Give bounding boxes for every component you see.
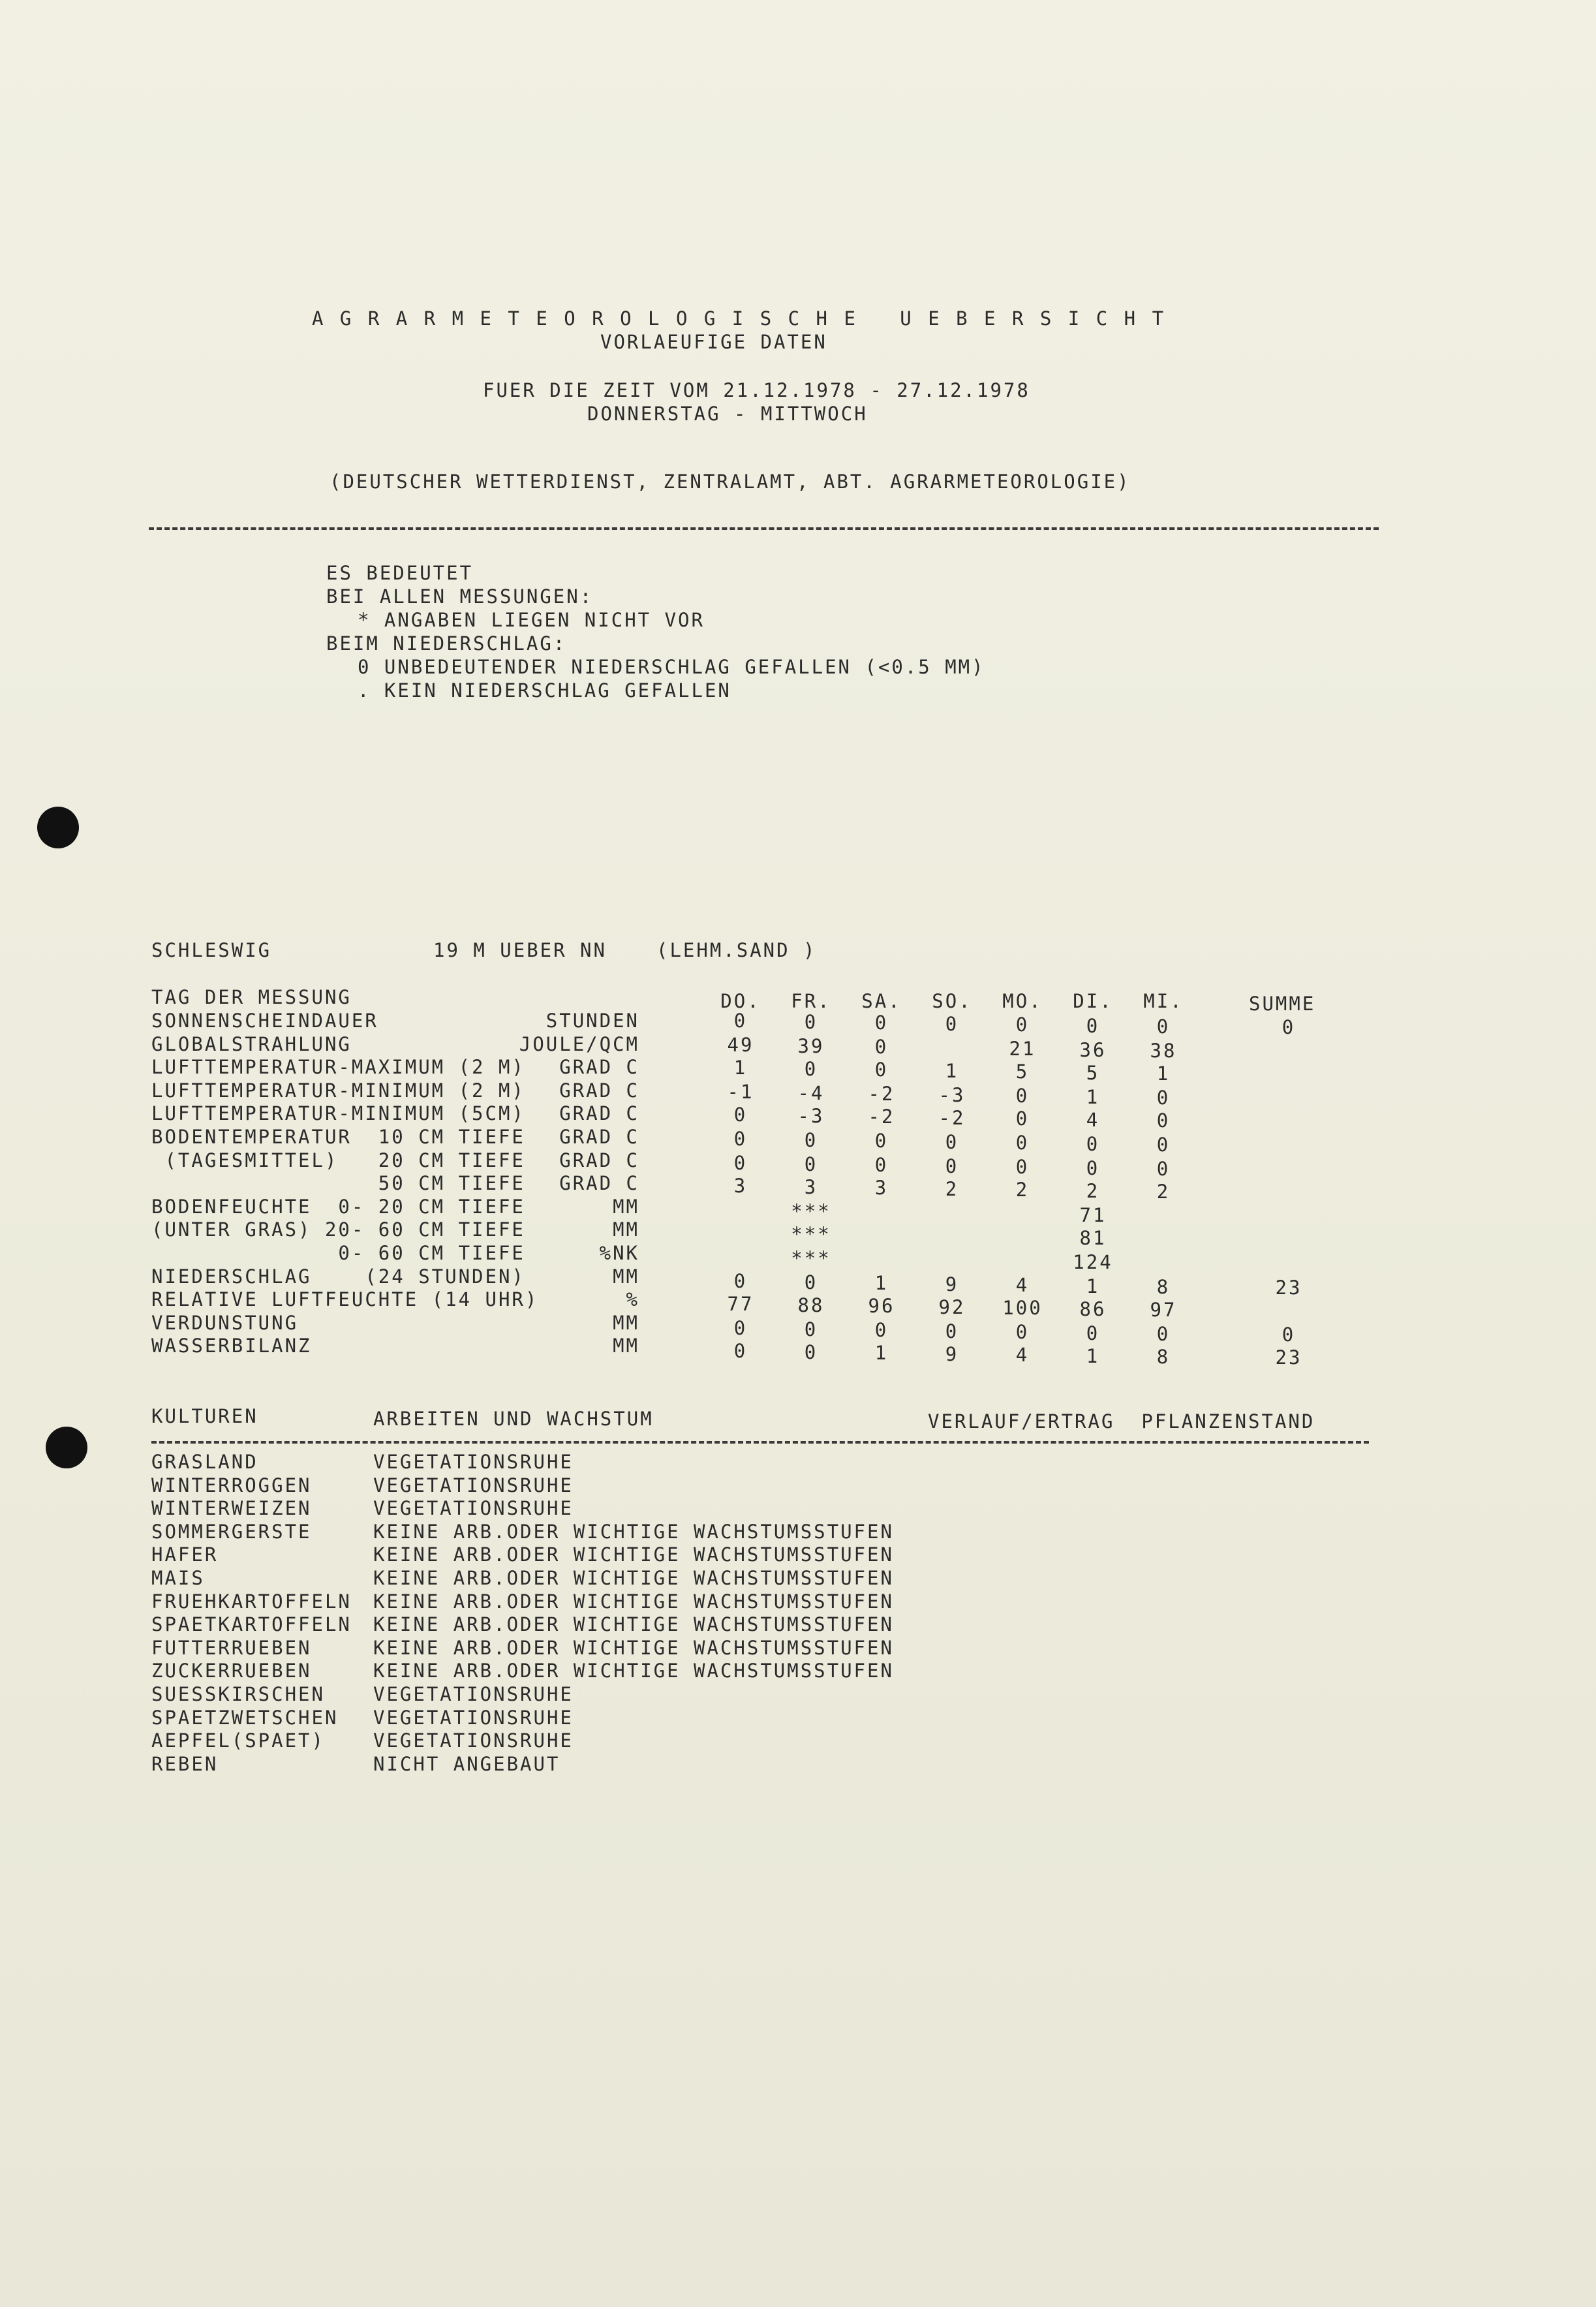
legend-line-4: BEIM NIEDERSCHLAG: [326,632,567,655]
table-cell: 71 [1079,1203,1107,1226]
table-cell: 5 [1086,1061,1100,1084]
table-cell: *** [791,1200,831,1222]
table-cell: 0 [1015,1014,1030,1036]
table-cell: -2 [938,1106,966,1129]
day-header-so: SO. [932,990,972,1012]
table-cell: 2 [1156,1181,1171,1203]
table-cell: 2 [945,1177,959,1200]
crop-status: KEINE ARB.ODER WICHTIGE WACHSTUMSSTUFEN [373,1543,894,1566]
table-cell: 0 [804,1340,818,1363]
table-cell: 0 [945,1012,959,1035]
table-cell: 36 [1079,1038,1107,1061]
table-cell: 1 [1086,1275,1100,1297]
table-cell: 8 [1156,1276,1171,1298]
table-cell: 0 [874,1059,889,1081]
table-sum-cell: 0 [1281,1324,1296,1346]
table-row-unit: JOULE/QCM [519,1033,639,1055]
crop-name: AEPFEL(SPAET) [151,1729,325,1752]
table-cell: 1 [1156,1062,1171,1085]
table-row-unit: STUNDEN [545,1010,639,1032]
table-cell: 0 [733,1270,748,1292]
table-cell: 0 [1156,1134,1171,1156]
table-cell: 81 [1079,1226,1107,1249]
table-cell: 124 [1073,1250,1113,1273]
table-cell: 0 [733,1317,748,1339]
table-cell: 0 [945,1154,959,1177]
table-row-unit: MM [613,1196,639,1218]
station-height: 19 M UEBER NN [433,939,607,961]
table-cell: 0 [733,1340,748,1362]
crop-status: VEGETATIONSRUHE [373,1729,574,1752]
table-cell: 0 [945,1320,959,1342]
table-cell: 88 [797,1293,825,1316]
report-subtitle: VORLAEUFIGE DATEN [600,331,827,353]
legend-line-5: 0 UNBEDEUTENDER NIEDERSCHLAG GEFALLEN (<0.5 MM) [358,656,985,678]
table-cell: 0 [804,1057,818,1080]
table-cell: 0 [1156,1109,1171,1132]
table-row-label: BODENFEUCHTE 0- 20 CM TIEFE [151,1196,525,1218]
table-cell: 0 [874,1319,889,1341]
header-divider [149,527,1379,530]
table-cell: 1 [874,1342,889,1364]
table-cell: 0 [1156,1087,1171,1109]
crop-name: FRUEHKARTOFFELN [151,1590,352,1613]
table-cell: 2 [1015,1179,1030,1201]
punch-hole-top [37,807,79,848]
table-cell: 2 [1086,1179,1100,1202]
table-row-label: (UNTER GRAS) 20- 60 CM TIEFE [151,1218,525,1241]
table-cell: 9 [945,1342,959,1365]
legend-line-2: BEI ALLEN MESSUNGEN: [326,585,594,608]
station-name: SCHLESWIG [151,939,272,961]
table-cell: 0 [1015,1132,1030,1154]
table-row-label: LUFTTEMPERATUR-MINIMUM (5CM) [151,1102,525,1124]
table-cell: 0 [874,1130,889,1152]
report-period: FUER DIE ZEIT VOM 21.12.1978 - 27.12.1978 [483,379,1030,401]
table-cell: 0 [1086,1322,1100,1344]
crop-name: SPAETZWETSCHEN [151,1707,339,1729]
legend-line-6: . KEIN NIEDERSCHLAG GEFALLEN [358,679,731,702]
table-cell: 0 [1015,1156,1030,1178]
table-row-unit: MM [613,1265,639,1288]
table-cell: 4 [1015,1274,1030,1296]
table-cell: 0 [804,1153,818,1175]
table-cell: 3 [804,1175,818,1198]
crops-header-kulturen: KULTUREN [151,1405,258,1427]
table-cell: 49 [727,1034,754,1056]
table-cell: 0 [874,1012,889,1034]
table-sum-cell: 0 [1281,1016,1296,1038]
table-cell: 96 [868,1295,895,1317]
table-cell: -4 [797,1081,825,1104]
crop-status: VEGETATIONSRUHE [373,1683,574,1705]
crop-name: GRASLAND [151,1451,258,1473]
table-cell: 1 [945,1059,959,1082]
table-cell: 1 [1086,1344,1100,1367]
table-cell: 77 [727,1293,754,1315]
table-cell: 21 [1009,1038,1036,1060]
crop-status: NICHT ANGEBAUT [373,1753,560,1775]
crop-status: VEGETATIONSRUHE [373,1451,574,1473]
table-cell: 0 [1015,1085,1030,1107]
table-row-label: 50 CM TIEFE [151,1172,525,1194]
table-row-unit: MM [613,1218,639,1241]
table-row-unit: GRAD C [559,1149,639,1171]
day-header-sa: SA. [861,990,902,1012]
table-cell: 0 [1156,1158,1171,1180]
table-cell: 0 [1156,1323,1171,1345]
table-row-label: SONNENSCHEINDAUER [151,1010,378,1032]
crop-name: REBEN [151,1753,219,1775]
crop-name: MAIS [151,1567,205,1589]
table-cell: 3 [733,1175,748,1197]
table-cell: 3 [874,1177,889,1199]
table-cell: 0 [1015,1321,1030,1343]
table-cell: 5 [1015,1061,1030,1083]
table-row-unit: GRAD C [559,1102,639,1124]
table-cell: 4 [1015,1344,1030,1366]
table-cell: 97 [1150,1299,1177,1321]
table-cell: 4 [1086,1108,1100,1131]
table-cell: 0 [804,1010,818,1033]
table-row-label: 0- 60 CM TIEFE [151,1242,525,1264]
crop-status: VEGETATIONSRUHE [373,1474,574,1496]
table-row-unit: GRAD C [559,1172,639,1194]
table-cell: 0 [874,1036,889,1058]
table-cell: 92 [938,1295,966,1318]
crop-status: KEINE ARB.ODER WICHTIGE WACHSTUMSSTUFEN [373,1637,894,1659]
table-cell: *** [791,1246,831,1269]
table-cell: 1 [874,1272,889,1294]
table-row-label: WASSERBILANZ [151,1335,312,1357]
day-header-di: DI. [1073,990,1113,1012]
table-cell: 0 [1086,1132,1100,1155]
table-cell: 38 [1150,1040,1177,1062]
crops-divider [151,1441,1369,1444]
table-cell: -1 [727,1081,754,1103]
crop-status: VEGETATIONSRUHE [373,1497,574,1519]
crop-name: SUESSKIRSCHEN [151,1683,325,1705]
table-cell: 0 [733,1104,748,1126]
table-row-label: LUFTTEMPERATUR-MINIMUM (2 M) [151,1079,525,1102]
crop-status: KEINE ARB.ODER WICHTIGE WACHSTUMSSTUFEN [373,1613,894,1635]
table-cell: 9 [945,1273,959,1295]
crop-name: SPAETKARTOFFELN [151,1613,352,1635]
crops-header-verlauf: VERLAUF/ERTRAG PFLANZENSTAND [928,1410,1315,1432]
table-row-label: BODENTEMPERATUR 10 CM TIEFE [151,1126,525,1148]
table-row-label: LUFTTEMPERATUR-MAXIMUM (2 M) [151,1056,525,1078]
table-cell: 0 [804,1128,818,1151]
table-cell: 0 [804,1318,818,1340]
report-source: (DEUTSCHER WETTERDIENST, ZENTRALAMT, ABT. AGRARMETEOROLOGIE) [330,471,1131,493]
table-row-unit: MM [613,1335,639,1357]
table-cell: 39 [797,1034,825,1057]
crops-header-arbeiten: ARBEITEN UND WACHSTUM [373,1408,654,1430]
table-cell: 8 [1156,1346,1171,1368]
table-row-unit: GRAD C [559,1079,639,1102]
crop-status: KEINE ARB.ODER WICHTIGE WACHSTUMSSTUFEN [373,1521,894,1543]
crop-name: ZUCKERRUEBEN [151,1660,312,1682]
report-title: A G R A R M E T E O R O L O G I S C H E U E B E R S I C H T [312,307,1167,330]
table-cell: -2 [868,1106,895,1128]
day-header-fr: FR. [791,990,831,1012]
table-cell: 0 [733,1128,748,1150]
table-cell: 0 [1156,1015,1171,1038]
table-cell: 0 [733,1010,748,1032]
crop-name: WINTERROGGEN [151,1474,312,1496]
table-cell: 86 [1079,1297,1107,1320]
day-header-mo: MO. [1002,990,1043,1012]
crop-name: WINTERWEIZEN [151,1497,312,1519]
table-cell: *** [791,1222,831,1245]
crop-name: FUTTERRUEBEN [151,1637,312,1659]
table-cell: 1 [733,1057,748,1079]
table-cell: 100 [1002,1297,1043,1319]
crop-status: KEINE ARB.ODER WICHTIGE WACHSTUMSSTUFEN [373,1590,894,1613]
table-row-label: RELATIVE LUFTFEUCHTE (14 UHR) [151,1288,539,1310]
table-row-unit: MM [613,1312,639,1334]
crop-status: VEGETATIONSRUHE [373,1707,574,1729]
legend-line-1: ES BEDEUTET [326,562,474,584]
table-cell: 0 [733,1152,748,1174]
table-row-label: GLOBALSTRAHLUNG [151,1033,352,1055]
table-row-label: VERDUNSTUNG [151,1312,299,1334]
table-cell: 0 [1086,1156,1100,1179]
table-cell: 0 [804,1271,818,1293]
table-row-label: NIEDERSCHLAG (24 STUNDEN) [151,1265,525,1288]
table-cell: -3 [797,1104,825,1127]
station-soil: (LEHM.SAND ) [656,939,817,961]
crop-status: KEINE ARB.ODER WICHTIGE WACHSTUMSSTUFEN [373,1660,894,1682]
table-sum-cell: 23 [1275,1346,1302,1369]
legend-line-3: * ANGABEN LIEGEN NICHT VOR [358,609,705,631]
table-row-label: (TAGESMITTEL) 20 CM TIEFE [151,1149,525,1171]
crop-name: HAFER [151,1543,219,1566]
table-cell: 1 [1086,1085,1100,1108]
table-cell: 0 [874,1154,889,1176]
report-days: DONNERSTAG - MITTWOCH [587,403,868,425]
table-sum-cell: 23 [1275,1277,1302,1299]
punch-hole-bottom [46,1427,87,1468]
table-cell: 0 [1086,1014,1100,1037]
table-label-header: TAG DER MESSUNG [151,986,352,1008]
crop-status: KEINE ARB.ODER WICHTIGE WACHSTUMSSTUFEN [373,1567,894,1589]
table-cell: 0 [945,1130,959,1153]
table-cell: -2 [868,1083,895,1105]
table-cell: 0 [1015,1107,1030,1130]
day-header-mi: MI. [1143,990,1184,1012]
crop-name: SOMMERGERSTE [151,1521,312,1543]
sum-header: SUMME [1249,993,1316,1015]
day-header-do: DO. [720,990,761,1012]
table-row-unit: % [626,1288,639,1310]
table-row-unit: GRAD C [559,1126,639,1148]
table-row-unit: %NK [599,1242,639,1264]
table-cell: -3 [938,1083,966,1106]
table-row-unit: GRAD C [559,1056,639,1078]
